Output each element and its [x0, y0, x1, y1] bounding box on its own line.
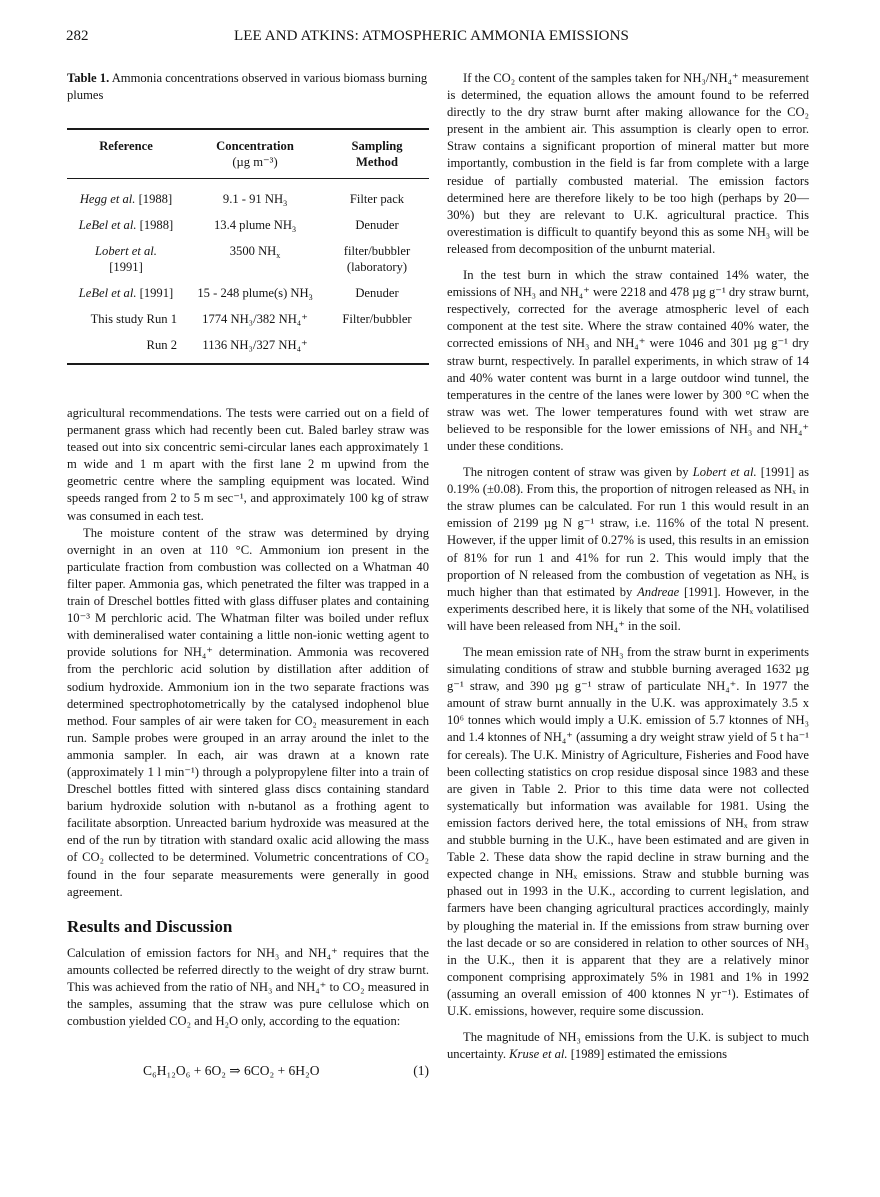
equation-formula: C₆H₁₂O₆ + 6O₂ ⇒ 6CO₂ + 6H₂O — [143, 1063, 320, 1079]
table-body — [67, 179, 429, 363]
table-row: LeBel et al. [1991] 15 - 248 plume(s) $NH_3$ Denuder — [78, 286, 399, 302]
citation: Andreae — [637, 584, 680, 599]
paragraph: In the test burn in which the straw contained 14% water, the emissions of NH₃ and NH₄⁺ were 2218 and 478 µg g⁻¹ dry straw burnt, respectively, corrected for the average atmospheric level of each component at the test site. Where the straw contained 40% water, the corrected emissions of NH₃ and NH₄⁺ were 1046 and 301 µg g⁻¹ dry straw burnt, respectively. In parallel experiments, in which straw of 14 and 40% water content was burnt in a large outdoor wind tunnel, the temperatures in the centre of the lanes were lower by 300 °C when the straw was wet. The lower temperatures found with wet straw are believed to be responsible for the lower emissions of NH₃ and NH₄⁺ under these conditions. — [447, 268, 809, 453]
table-caption — [67, 70, 429, 104]
table-row: Run 2 1136 NH₃/327 NH₄⁺ — [146, 338, 308, 352]
table-row: Lobert et al. [1991] 3500 $NH_x$ filter/bubbler (laboratory) — [95, 244, 411, 274]
equation-number: (1) — [413, 1063, 429, 1079]
paragraph: The magnitude of NH₃ emissions from the U.K. is subject to much uncertainty. Kruse et al. [1989] estimated the emissions — [447, 1030, 809, 1062]
table-label: Table 1. — [67, 71, 110, 85]
equation — [67, 1062, 429, 1082]
table-caption-text: Ammonia concentrations observed in various biomass burning plumes — [67, 71, 428, 102]
table-row: This study Run 1 1774 NH₃/382 NH₄⁺ Filter/bubbler — [90, 312, 412, 326]
col-header-concentration: Concentration (µg m⁻³) — [216, 139, 294, 169]
col-header-reference: Reference — [99, 139, 153, 153]
paragraph: Calculation of emission factors for NH₃ and NH₄⁺ requires that the amounts collected be referred directly to the weight of dry straw burnt. This was achieved from the ratio of NH₃ and NH₄⁺ to CO₂ measured in the samples, assuming that the straw was pure cellulose which on combustion yielded CO₂ and H₂O only, according to the equation: — [67, 945, 429, 1029]
paragraph: If the CO₂ content of the samples taken for NH₃/NH₄⁺ measurement is determined, the equation allows the amount found to be referred directly to the dry straw burnt after making allowance for the CO₂ present in the ambient air. This assumption is clearly open to error. Straw contains a significant proportion of mineral matter but more importantly, combustion in the field is far from complete with a large residue of partially combusted material. The emission factors determined here are therefore likely to be too high (perhaps by 20—30%) but they are relevant to U.K. agricultural practice. This overestimation is difficult to quantify beyond this as some NH₃ will be released from decomposition of the unburnt material. — [447, 71, 809, 256]
table-1 — [67, 128, 429, 365]
col-header-sampling-method: Sampling Method — [351, 139, 403, 169]
running-header — [66, 28, 816, 48]
section-heading: Results and Discussion — [67, 916, 233, 936]
page-number: 282 — [66, 28, 89, 44]
table-header-row — [67, 130, 429, 176]
table-row: Hegg et al. [1988] 9.1 - 91 $NH_3$ Filter pack — [79, 192, 405, 208]
left-column — [67, 70, 429, 1082]
citation: Kruse et al. — [509, 1047, 568, 1062]
citation: Lobert et al. — [692, 465, 757, 480]
paragraph: The mean emission rate of NH₃ from the straw burnt in experiments simulating conditions of straw and stubble burning averaged 1632 µg g⁻¹ straw, and 390 µg g⁻¹ straw of particulate NH₄⁺. In 1977 the amount of straw burnt annually in the U.K. was approximately 3.5 x 10⁶ tonnes which would imply a U.K. emission of 5.7 ktonnes of NH₃ and 1.4 ktonnes of NH₄⁺ (assuming a dry weight straw yield of 5 t ha⁻¹ for cereals). The U.K. Ministry of Agriculture, Fisheries and Food have been collecting statistics on crop residue disposal since 1983 and these are given in Table 2. Prior to this time data were not collected systematically but information was available for 1981. Using the emission factors derived here, the total emissions of NHₓ from straw and stubble burning in the U.K., have been estimated and are given in Table 2. These data show the rapid decline in straw burning and the expected change in NHₓ emissions. Straw and stubble burning was phased out in 1993 in the U.K., according to current legislation, and farmers have been changing agricultural practices accordingly, mainly by ploughing the material in. If the emissions from straw burning over the last decade or so are considered in relation to other sources of NH₃ in the U.K., then it is apparent that they are a relatively minor component comprising approximately 5% in 1981 and 1% in 1992 (assuming an overall emission of 400 ktonnes N yr⁻¹). Estimates of U.K. emissions, however, require some discussion. — [447, 645, 809, 1018]
right-column — [447, 70, 809, 1063]
table-row: LeBel et al. [1988] 13.4 plume $NH_3$ Denuder — [78, 218, 399, 234]
table-bottom-rule — [67, 363, 429, 365]
paragraph: agricultural recommendations. The tests were carried out on a field of permanent grass which had recently been cut. Baled barley straw was teased out into six concentric semi-circular lanes each approximately 1 m wide and 1 m apart with the first lane 2 m upwind from the geometric centre where the sampling equipment was located. Wind speeds ranged from 2 to 5 m sec⁻¹, and approximately 100 kg of straw was consumed in each test. — [67, 406, 429, 523]
paragraph: The moisture content of the straw was determined by drying overnight in an oven at 110 °C. Ammonium ion present in the particulate fraction from combustion was collected on a Whatman 40 filter paper. Ammonia gas, which penetrated the filter was trapped in a train of Dreschel bottles fitted with glass diffuser plates and containing 10⁻³ M perchloric acid. The Whatman filter was boiled under reflux with demineralised water containing a little non-ionic wetting agent to provide solutions for NH₄⁺ determination. Ammonia was recovered from the perchloric acid solution by distillation after addition of sodium hydroxide. Ammonium ion in the two separate fractions was determined spectrophotometrically by the catalysed indophenol blue method. Four samples of air were taken for CO₂ measurement in each run. Sample probes were grouped in an array around the inlet to the ammonia sampler. In each, air was drawn at a known rate (approximately 1 l min⁻¹) through a polypropylene filter into a train of Dreschel bottles fitted with sintered glass discs containing standard barium hydroxide solution with n-butanol as a frothing agent to facilitate absorption. Unreacted barium hydroxide was measured at the end of the run by titration with standard oxalic acid allowing the mass of CO₂ collected to be determined. Volumetric concentrations of CO₂ found in the four separate measurements were generally in good agreement. — [67, 525, 429, 899]
running-title: LEE AND ATKINS: ATMOSPHERIC AMMONIA EMISSIONS — [234, 28, 629, 44]
paragraph: The nitrogen content of straw was given by Lobert et al. [1991] as 0.19% (±0.08). From this, the proportion of nitrogen released as NHₓ in the straw plumes can be calculated. For run 1 this would result in an emission of 2199 µg N g⁻¹ straw, i.e. 116% of the total N present. However, if the upper limit of 0.27% is used, this results in an emission of 81% for run 1 and 41% for run 2. This would imply that the proportion of N released from the combustion of vegetation as NHₓ is much higher than that estimated by Andreae [1991]. However, in the experiments described here, it is likely that some of the NHₓ volatilised will have been released from NH₄⁺ in the soil. — [447, 465, 809, 633]
